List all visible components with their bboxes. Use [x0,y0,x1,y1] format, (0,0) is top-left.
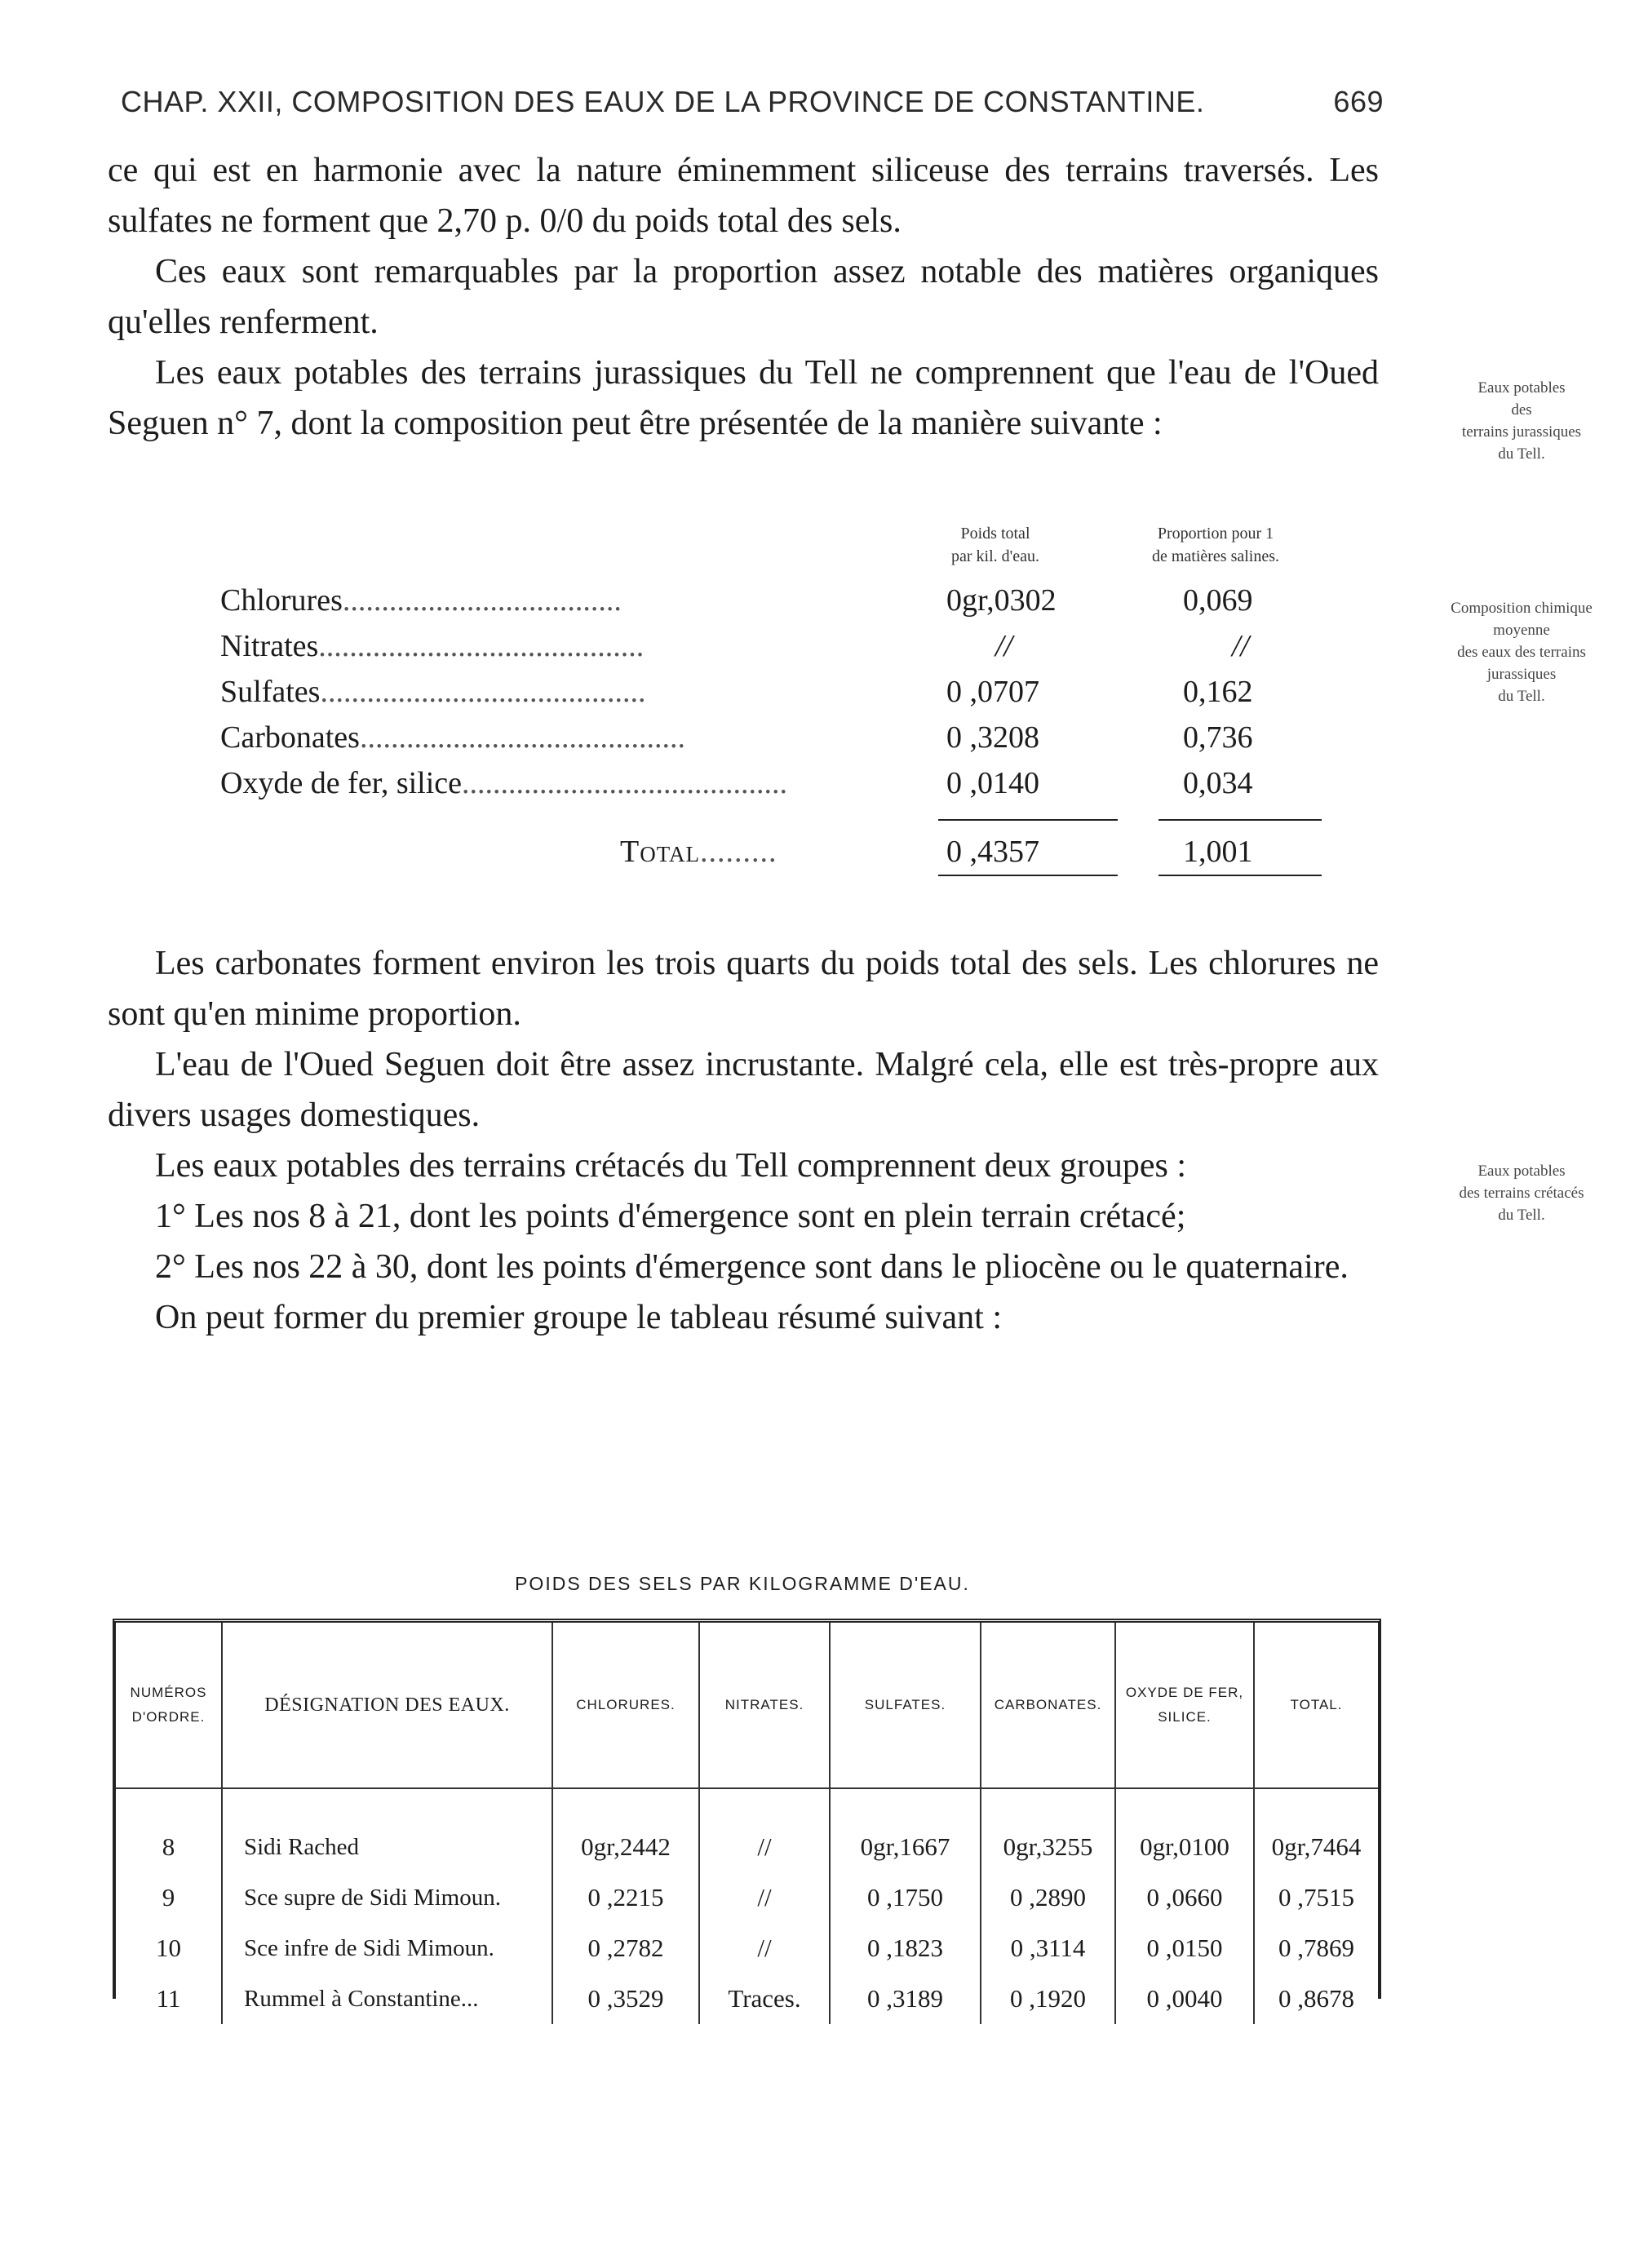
col-header-proportion: Proportion pour 1 de matières salines. [1151,525,1280,565]
table-cell: 10 [156,1934,181,1962]
bottom-text [108,938,1379,1343]
summary-table [113,1619,1381,2013]
total-poids: 0 ,4357 [946,835,1039,869]
total-underline [1158,875,1322,876]
top-text [108,145,1379,449]
paragraph: Les eaux potables des terrains crétacés du Tell comprennent deux groupes : [155,1147,1186,1185]
table-cell: 8 [162,1832,175,1861]
table-cell: 0 ,2215 [552,1872,699,1923]
cell-proportion: 0,162 [1183,675,1253,709]
margin-line: du Tell. [1498,445,1545,463]
cell-proportion: 0,736 [1183,720,1253,755]
header-cell: CARBONATES. [981,1623,1115,1788]
table-cell: // [699,1923,830,1973]
row-label: Chlorures [220,583,343,618]
header-row [116,1623,1378,1788]
paragraph: 1° Les nos 8 à 21, dont les points d'émergence sont en plein terrain crétacé; [155,1198,1186,1235]
table-row: Carbonates.......................................... 0 ,3208 0,736 [220,720,1281,765]
header-cell: OXYDE DE FER, SILICE. [1115,1623,1254,1788]
total-proportion: 1,001 [1183,835,1253,869]
margin-note-composition [1411,597,1632,707]
header-cell: CHLORURES. [552,1623,699,1788]
cell-proportion: 0,069 [1183,583,1253,618]
paragraph: On peut former du premier groupe le tableau résumé suivant : [155,1299,1002,1336]
total-label: Total [620,835,701,869]
table-row [116,1973,1378,2024]
summary-table-title: POIDS DES SELS PAR KILOGRAMME D'EAU. [515,1573,970,1594]
water-name-cell: Sce supre de Sidi Mimoun. [222,1872,552,1923]
paragraph: Ces eaux sont remarquables par la proportion assez notable des matières organiques qu'elles renferment. [108,253,1379,341]
cell-poids: // [995,629,1013,663]
row-label: Nitrates [220,629,319,663]
table-row [116,1872,1378,1923]
margin-line: des terrains crétacés [1459,1185,1584,1202]
total-row: Total......... 0 ,4357 1,001 [220,834,1281,879]
paragraph: ce qui est en harmonie avec la nature éminemment siliceuse des terrains traversés. Les sulfates ne forment que 2,70 p. 0/0 du poids total des sels. [108,152,1379,240]
table-cell: 0 ,0040 [1115,1973,1254,2024]
header-cell: TOTAL. [1254,1623,1378,1788]
margin-line: des eaux des terrains [1457,644,1586,661]
col-header-poids: Poids total par kil. d'eau. [950,525,1039,565]
cell-poids: 0gr,0302 [946,583,1057,618]
header-cell: SULFATES. [830,1623,981,1788]
margin-line: terrains jurassiques [1461,423,1582,441]
table-row: Sulfates.......................................... 0 ,0707 0,162 [220,674,1281,720]
water-name-cell: Sidi Rached [222,1788,552,1872]
header-cell: DÉSIGNATION DES EAUX. [222,1623,552,1788]
margin-line: jurassiques [1486,666,1557,683]
cell-proportion: 0,034 [1183,766,1253,800]
table-cell: 0 ,7515 [1254,1872,1378,1923]
table-cell: // [699,1788,830,1872]
row-label: Carbonates [220,720,360,755]
margin-line: Eaux potables [1477,1163,1566,1180]
table-cell: 0 ,2890 [981,1872,1115,1923]
table-row: Chlorures.................................... 0gr,0302 0,069 [220,583,1281,628]
table-cell: 9 [162,1883,175,1911]
table-cell: 0gr,3255 [981,1788,1115,1872]
margin-line: moyenne [1493,622,1550,639]
total-rule [938,819,1118,821]
table-cell: // [699,1872,830,1923]
row-label: Sulfates [220,675,321,709]
row-label: Oxyde de fer, silice [220,766,463,800]
paragraph: Les eaux potables des terrains jurassiques du Tell ne comprennent que l'eau de l'Oued Seguen n° 7, dont la composition peut être présentée de la manière suivante : [108,354,1379,442]
table-cell: 0 ,0660 [1115,1872,1254,1923]
table-cell: 0 ,3189 [830,1973,981,2024]
water-name-cell: Rummel à Constantine... [222,1973,552,2024]
margin-line: du Tell. [1498,1207,1545,1224]
table-cell: 0 ,1750 [830,1872,981,1923]
margin-note-cretaceous [1411,1160,1632,1226]
table-cell: Traces. [699,1973,830,2024]
paragraph: L'eau de l'Oued Seguen doit être assez incrustante. Malgré cela, elle est très-propre aux divers usages domestiques. [108,1046,1379,1134]
total-rule [1158,819,1322,821]
margin-line: des [1511,401,1532,419]
margin-note-jurassic [1411,377,1632,465]
table-cell: 0gr,0100 [1115,1788,1254,1872]
paragraph: Les carbonates forment environ les trois quarts du poids total des sels. Les chlorures ne sont qu'en minime proportion. [108,945,1379,1033]
table-cell: 0gr,7464 [1254,1788,1378,1872]
table-row: Nitrates.......................................... // // [220,628,1281,674]
table-row [116,1923,1378,1973]
margin-line: Eaux potables [1477,379,1566,396]
header-cell: NITRATES. [699,1623,830,1788]
cell-proportion: // [1232,629,1250,663]
table-cell: 0 ,7869 [1254,1923,1378,1973]
margin-line: Composition chimique [1451,600,1593,617]
table-cell: 0 ,3114 [981,1923,1115,1973]
table-cell: 0 ,1920 [981,1973,1115,2024]
cell-poids: 0 ,0707 [946,675,1039,709]
water-name-cell: Sce infre de Sidi Mimoun. [222,1923,552,1973]
cell-poids: 0 ,3208 [946,720,1039,755]
table-cell: 0gr,2442 [552,1788,699,1872]
table-row: Oxyde de fer, silice.......................................... 0 ,0140 0,034 [220,765,1281,811]
header-cell: NUMÉROS D'ORDRE. [116,1623,222,1788]
table-cell: 0gr,1667 [830,1788,981,1872]
paragraph: 2° Les nos 22 à 30, dont les points d'émergence sont dans le pliocène ou le quaternaire. [155,1248,1349,1286]
table-cell: 0 ,1823 [830,1923,981,1973]
table-cell: 0 ,2782 [552,1923,699,1973]
table-cell: 0 ,8678 [1254,1973,1378,2024]
table-cell: 0 ,0150 [1115,1923,1254,1973]
margin-line: du Tell. [1498,688,1545,705]
cell-poids: 0 ,0140 [946,766,1039,800]
total-underline [938,875,1118,876]
running-header [121,85,1384,119]
page-number: 669 [1333,85,1384,118]
chapter-title: CHAP. XXII, COMPOSITION DES EAUX DE LA PROVINCE DE CONSTANTINE. [121,85,1205,118]
table-cell: 11 [156,1984,181,2013]
table-cell: 0 ,3529 [552,1973,699,2024]
table-row [116,1788,1378,1872]
